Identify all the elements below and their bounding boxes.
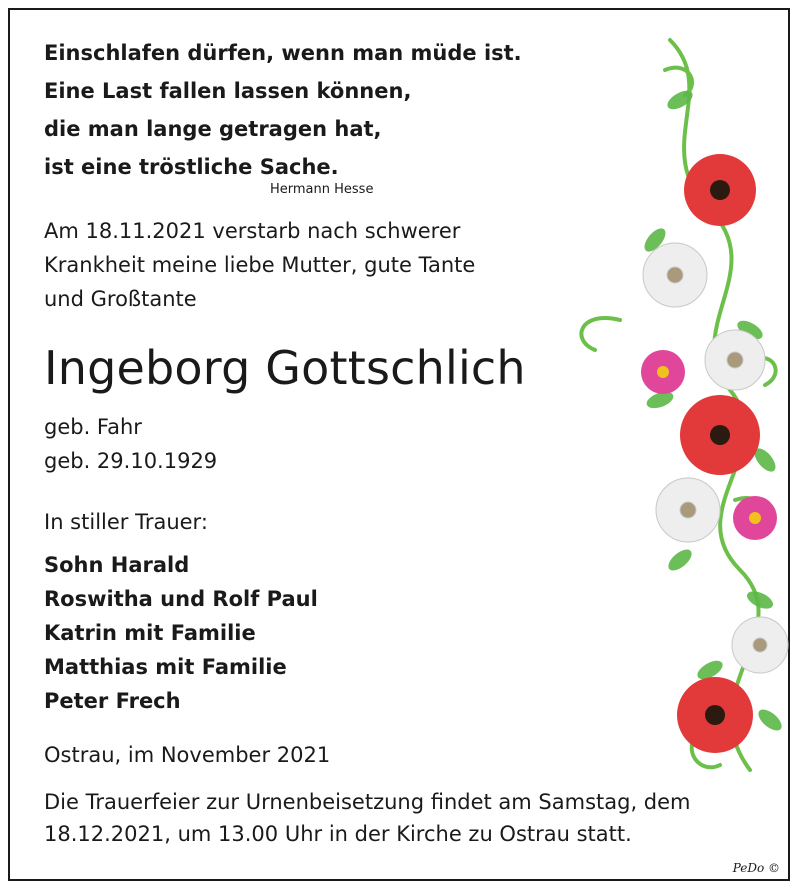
white-flower bbox=[656, 478, 720, 542]
floral-decoration bbox=[560, 30, 790, 830]
intro-line: Krankheit meine liebe Mutter, gute Tante bbox=[44, 253, 476, 277]
mourner-name: Peter Frech bbox=[44, 689, 181, 713]
poem-author: Hermann Hesse bbox=[270, 182, 374, 197]
white-flower bbox=[643, 243, 707, 307]
pink-flower bbox=[733, 496, 777, 540]
pink-flower bbox=[641, 350, 685, 394]
deceased-name: Ingeborg Gottschlich bbox=[44, 341, 526, 395]
birth-info bbox=[44, 410, 217, 478]
ceremony-notice: Die Trauerfeier zur Urnenbeisetzung findet am Samstag, dem 18.12.2021, um 13.00 Uhr in der Kirche zu Ostrau statt. bbox=[44, 790, 691, 846]
white-flower bbox=[705, 330, 765, 390]
birth-date: geb. 29.10.1929 bbox=[44, 449, 218, 473]
white-flower bbox=[732, 617, 788, 673]
poem bbox=[44, 34, 522, 186]
intro-text bbox=[44, 214, 475, 316]
red-flower bbox=[684, 154, 756, 226]
poem-line: die man lange getragen hat, bbox=[44, 117, 382, 141]
mourners-heading: In stiller Trauer: bbox=[44, 510, 208, 534]
signature: PeDo © bbox=[732, 861, 780, 875]
maiden-name: geb. Fahr bbox=[44, 415, 142, 439]
red-flower bbox=[680, 395, 760, 475]
poem-line: ist eine tröstliche Sache. bbox=[44, 155, 339, 179]
red-flower bbox=[677, 677, 753, 753]
place-date: Ostrau, im November 2021 bbox=[44, 743, 331, 767]
intro-line: und Großtante bbox=[44, 287, 197, 311]
poem-line: Eine Last fallen lassen können, bbox=[44, 79, 412, 103]
mourner-name: Matthias mit Familie bbox=[44, 655, 287, 679]
mourner-name: Katrin mit Familie bbox=[44, 621, 256, 645]
mourners-list bbox=[44, 548, 318, 718]
mourner-name: Roswitha und Rolf Paul bbox=[44, 587, 318, 611]
intro-line: Am 18.11.2021 verstarb nach schwerer bbox=[44, 219, 461, 243]
poem-line: Einschlafen dürfen, wenn man müde ist. bbox=[44, 41, 522, 65]
mourner-name: Sohn Harald bbox=[44, 553, 190, 577]
